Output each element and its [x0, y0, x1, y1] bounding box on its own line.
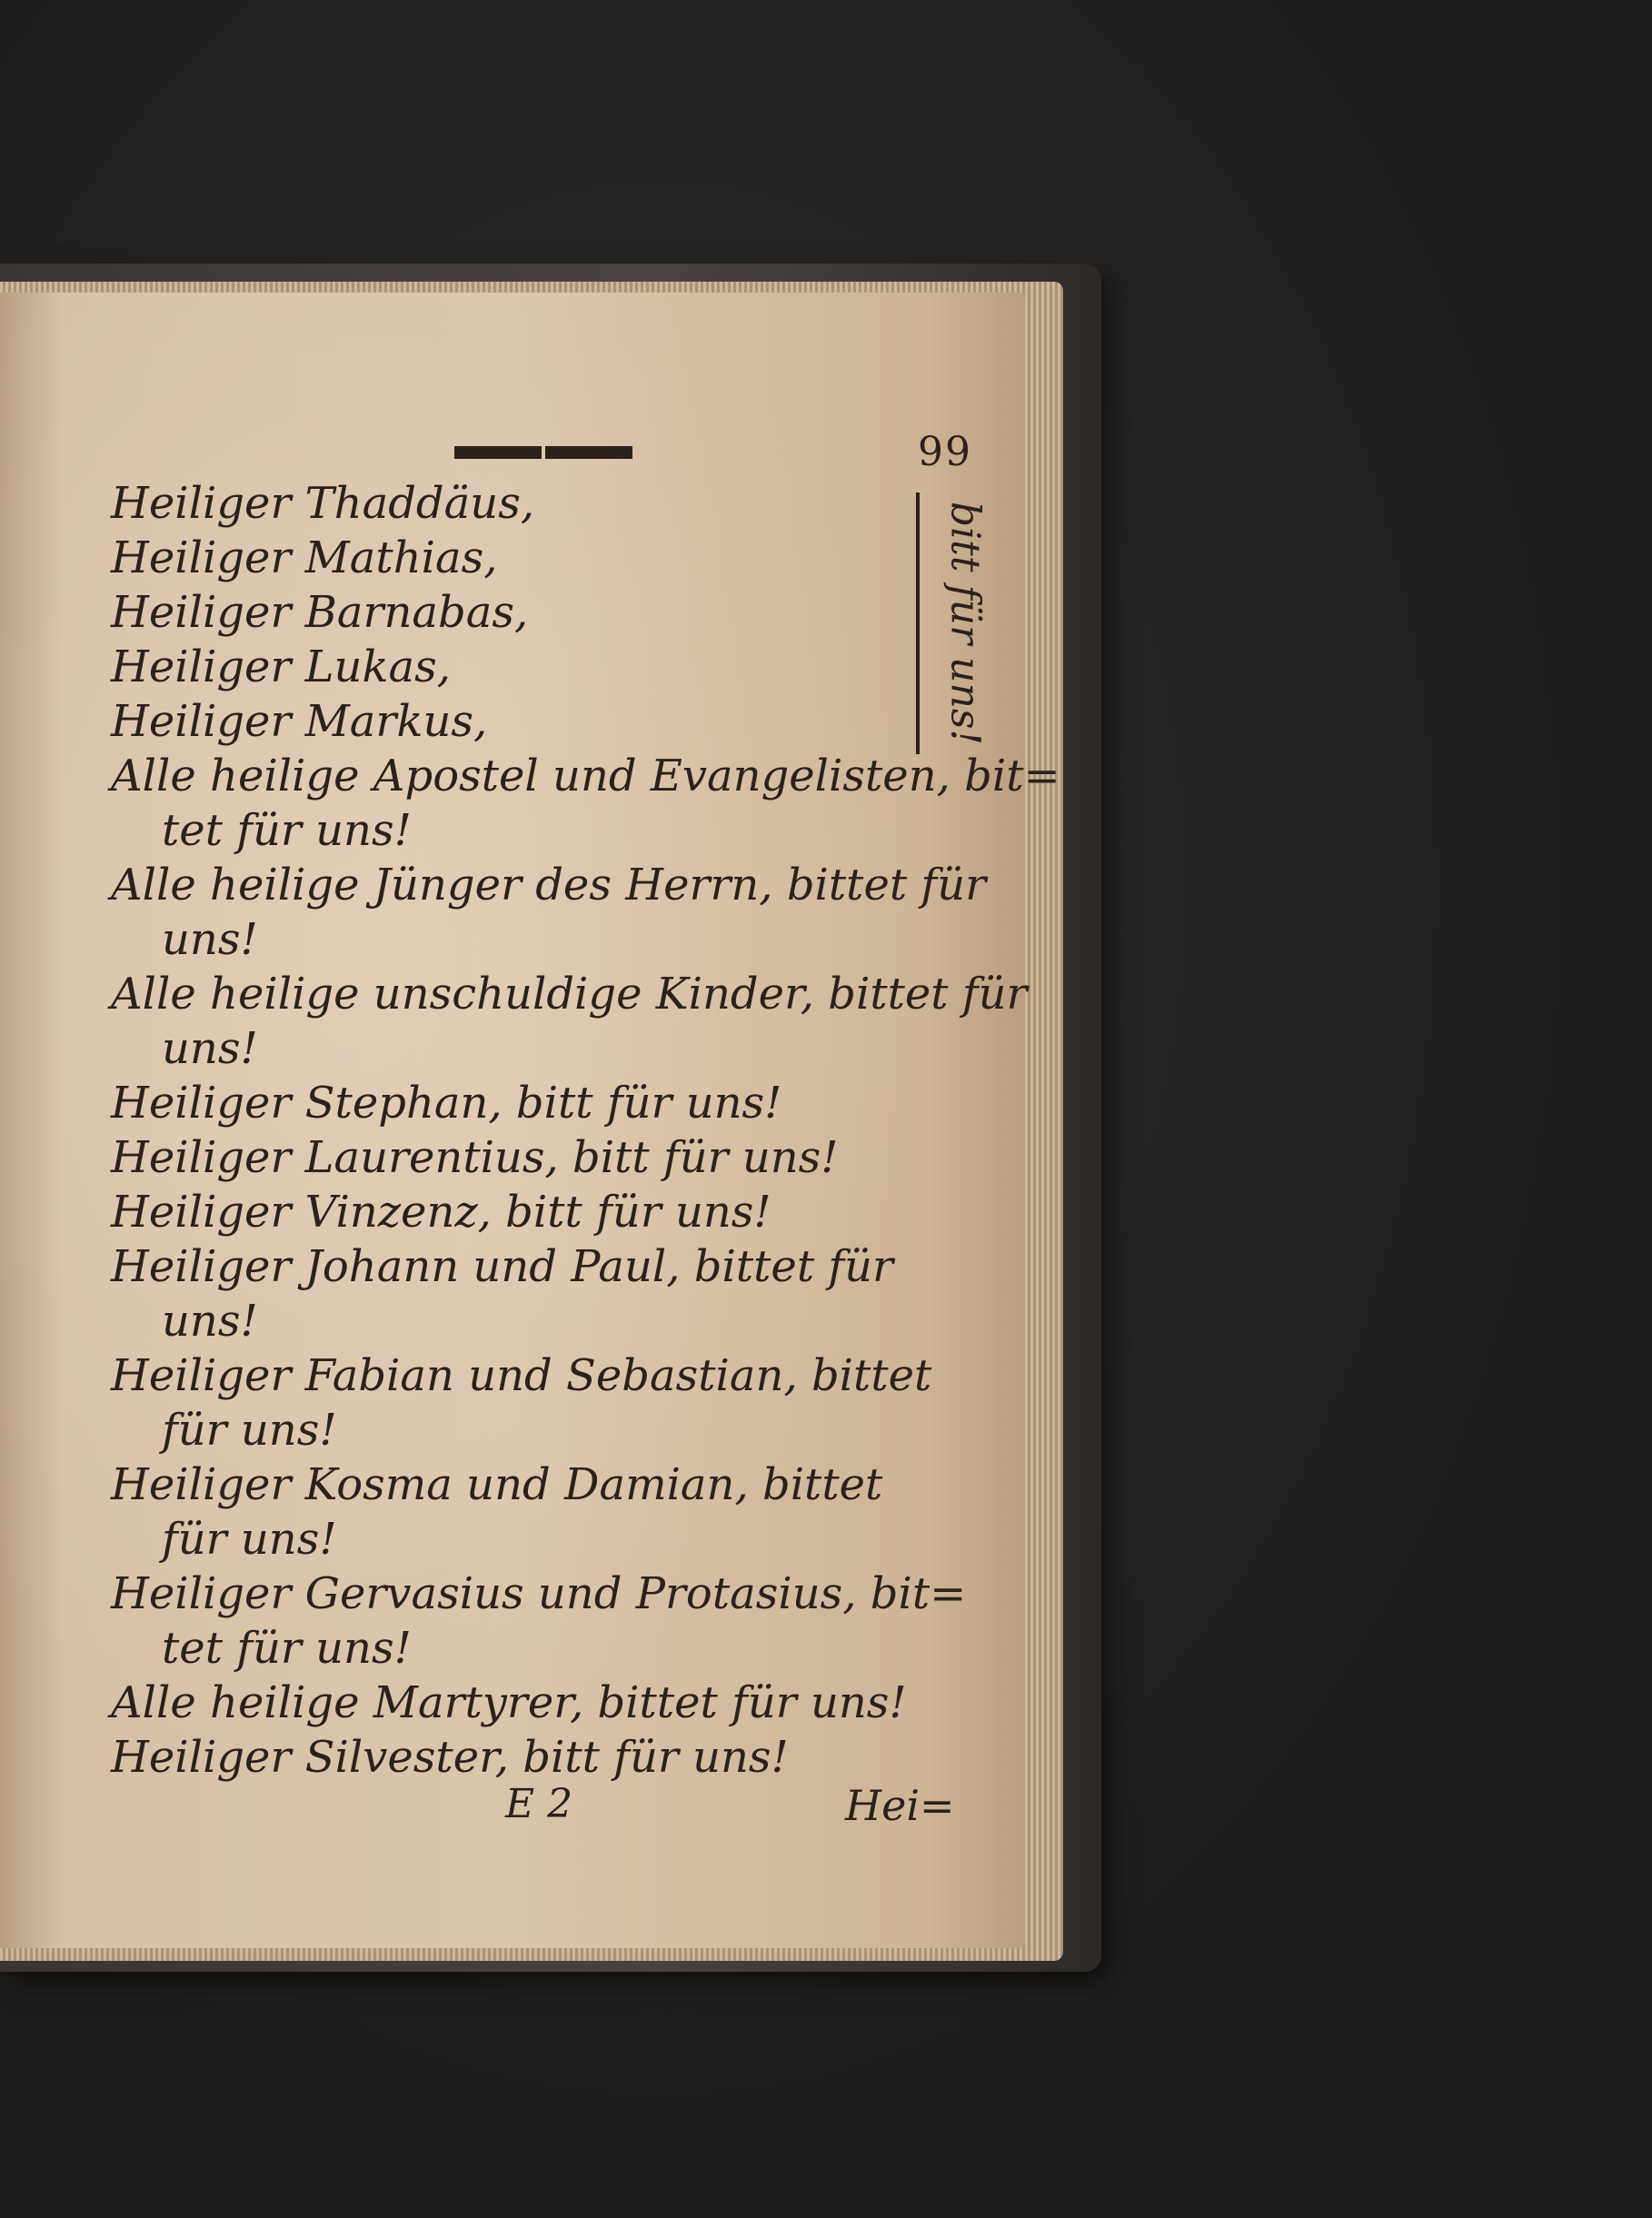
- text-line: für uns!: [162, 1405, 337, 1456]
- text-line: tet für uns!: [162, 1623, 412, 1674]
- catchword: Hei=: [845, 1781, 955, 1830]
- text-line: Heiliger Laurentius, bitt für uns!: [111, 1132, 839, 1183]
- side-label: bitt für uns!: [941, 501, 989, 746]
- book-page: [0, 293, 1060, 1948]
- text-line: Heiliger Stephan, bitt für uns!: [111, 1078, 782, 1129]
- text-body: [111, 476, 1060, 1785]
- text-line: Heiliger Silvester, bitt für uns!: [111, 1732, 789, 1783]
- text-line: Alle heilige Jünger des Herrn, bittet für: [111, 860, 987, 910]
- signature-mark: E 2: [505, 1781, 573, 1827]
- text-line: uns!: [162, 1296, 258, 1347]
- text-line: Heiliger Thaddäus,: [111, 478, 535, 529]
- text-line: Heiliger Mathias,: [111, 532, 498, 583]
- text-line: für uns!: [162, 1514, 337, 1565]
- text-line: Heiliger Johann und Paul, bittet für: [111, 1241, 893, 1292]
- text-line: Heiliger Barnabas,: [111, 587, 529, 638]
- text-line: Heiliger Kosma und Damian, bittet: [111, 1459, 883, 1510]
- text-line: Heiliger Fabian und Sebastian, bittet: [111, 1350, 932, 1401]
- text-line: uns!: [162, 1023, 258, 1074]
- text-line: uns!: [162, 914, 258, 965]
- text-line: Alle heilige unschuldige Kinder, bittet für: [111, 969, 1028, 1019]
- text-line: Heiliger Lukas,: [111, 642, 452, 692]
- text-line: Alle heilige Martyrer, bittet für uns!: [111, 1677, 907, 1728]
- text-line: Heiliger Vinzenz, bitt für uns!: [111, 1187, 771, 1238]
- header-rule: [454, 444, 632, 461]
- text-line: Heiliger Gervasius und Protasius, bit=: [111, 1568, 967, 1619]
- text-line: Alle heilige Apostel und Evangelisten, bit=: [111, 751, 1060, 801]
- text-line: Heiliger Markus,: [111, 696, 488, 747]
- text-line: tet für uns!: [162, 805, 412, 856]
- page-number: 99: [918, 429, 972, 475]
